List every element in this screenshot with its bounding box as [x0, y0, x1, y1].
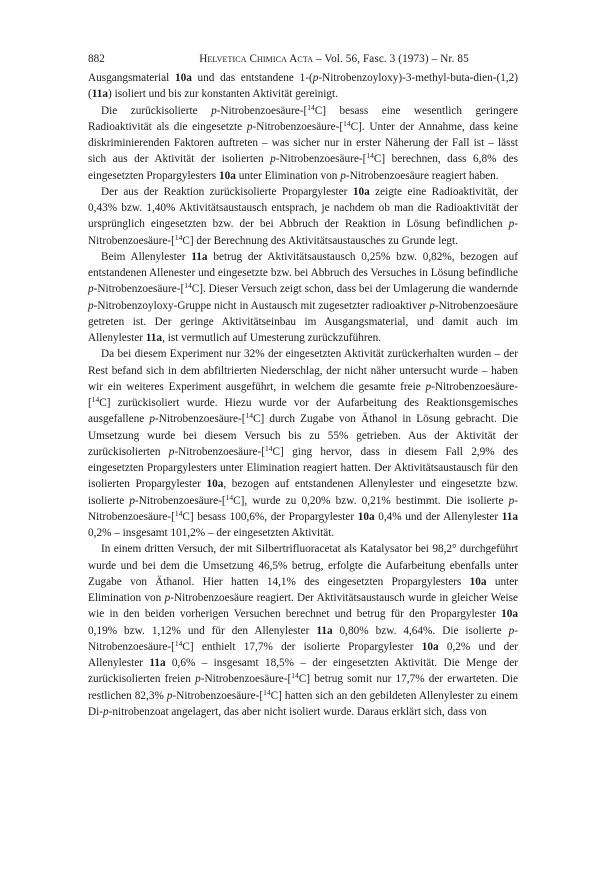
compound-number: 10a	[174, 72, 192, 84]
italic-prefix: p	[508, 624, 515, 637]
text-run: -Nitrobenzoesäure-[	[154, 413, 246, 426]
paragraph	[88, 249, 518, 347]
text-run: C] hatten sich an den gebildeten Allenylester zu einem Di-	[88, 689, 519, 718]
isotope-superscript: 14	[174, 508, 183, 518]
italic-prefix: p	[164, 592, 171, 604]
text-run: und das entstandene 1-(	[191, 72, 313, 84]
italic-prefix: p	[246, 120, 253, 133]
text-run: 0,2% – insgesamt 101,2% – der eingesetzten Aktivität.	[88, 527, 335, 539]
italic-prefix: p	[508, 494, 515, 507]
text-run: C] ging hervor, dass in diesem Fall 2,9% des eingesetzten Propargylesters unter Elimination reagiert hatten. Der Aktivitätsaustausch für den isolierten Propargylester	[88, 445, 518, 491]
text-run: C] zurückisoliert wurde. Hiezu wurde vor der Aufarbeitung des Reaktionsgemisches ausgefallene	[88, 397, 518, 426]
italic-prefix: p	[195, 673, 201, 686]
paragraph	[88, 103, 518, 184]
text-run: 0,4% und der Allenylester	[374, 510, 502, 523]
text-run: ) isoliert und bis zur konstanten Aktivität gereinigt.	[108, 88, 338, 101]
text-run: C] berechnen, dass 6,8% des eingesetzten Propargylesters	[88, 153, 518, 182]
text-run: Die zurückisolierte	[101, 104, 212, 117]
isotope-superscript: 14	[174, 232, 183, 242]
italic-prefix: p	[88, 299, 94, 312]
text-run: C] besass 100,6%, der Propargylester	[182, 510, 358, 523]
italic-prefix: p	[429, 299, 435, 312]
text-run: -Nitrobenzoesäure-[	[275, 153, 367, 166]
text-run: C] enthielt 17,7% der isolierte Propargylester	[182, 640, 422, 653]
text-run: -Nitrobenzoesäure reagiert haben.	[345, 169, 499, 182]
text-run: 0,2% und der Allenylester	[88, 640, 518, 669]
text-run: -Nitrobenzoesäure-[	[252, 120, 344, 133]
compound-number: 11a	[316, 624, 333, 637]
isotope-superscript: 14	[184, 281, 192, 291]
italic-prefix: p	[312, 72, 319, 84]
italic-prefix: p	[103, 705, 109, 718]
text-run: -Nitrobenzoyloxy)-3-methyl-buta-dien-(1,2) (	[88, 72, 518, 101]
text-run: -Nitrobenzoesäure-[	[200, 673, 292, 686]
italic-prefix: p	[508, 218, 515, 231]
isotope-superscript: 14	[174, 638, 183, 648]
compound-number: 11a	[145, 332, 163, 344]
compound-number: 10a	[501, 608, 518, 621]
isotope-superscript: 14	[291, 671, 299, 681]
text-run: Ausgangsmaterial	[88, 72, 175, 84]
paragraph	[88, 541, 518, 720]
text-run: In einem dritten Versuch, der mit Silbertrifluoracetat als Katalysator bei 98,2° durchgeführt wurde und bei dem die Umsetzung 46,5% betrug, erfolgte die Aufarbeitung ebenfalls unter Zugabe von Äthanol. Hier hatten 14,1% des eingesetzten Propargylesters	[88, 543, 518, 588]
compound-number: 10a	[421, 640, 439, 653]
text-run: C]. Dieser Versuch zeigt schon, dass bei der Umlagerung die wandernde	[191, 283, 518, 296]
isotope-superscript: 14	[91, 395, 100, 404]
running-header	[88, 52, 518, 66]
paragraph	[88, 184, 518, 249]
italic-prefix: p	[129, 494, 136, 507]
italic-prefix: p	[340, 169, 346, 182]
compound-number: 10a	[219, 169, 236, 182]
text-run: -Nitrobenzoesäure-[	[172, 689, 264, 702]
isotope-superscript: 14	[343, 118, 351, 128]
compound-number: 10a	[206, 478, 224, 491]
compound-number: 11a	[191, 250, 208, 263]
text-run: unter Elimination von	[235, 169, 341, 182]
text-run: C] der Berechnung des Aktivitätsaustausches zu Grunde legt.	[182, 234, 458, 247]
text-run: unter Elimination von	[88, 575, 518, 604]
text-run: -Nitrobenzoesäure-[	[135, 494, 226, 507]
compound-number: 10a	[352, 185, 370, 198]
page-number: 882	[88, 53, 105, 65]
text-run: -Nitrobenzoesäure-[	[88, 218, 518, 247]
isotope-superscript: 14	[225, 492, 234, 502]
italic-prefix: p	[88, 283, 94, 296]
text-run: C] durch Zugabe von Äthanol in Lösung gebracht. Die Umsetzung wurde bei diesem Versuch bis zu 55% getrieben. Aus der Aktivität der zurückisolierten	[88, 413, 518, 458]
paragraph	[88, 70, 518, 103]
italic-prefix: p	[149, 413, 155, 426]
text-run: C], wurde zu 0,20% bzw. 0,21% bestimmt. Die isolierte	[233, 494, 509, 507]
text-run: 0,80% bzw. 4,64%. Die isolierte	[332, 624, 509, 637]
italic-prefix: p	[168, 445, 175, 458]
italic-prefix: p	[211, 104, 217, 117]
text-run: -Nitrobenzoesäure-[	[216, 104, 308, 117]
italic-prefix: p	[270, 153, 276, 166]
text-run: C] besass eine wesentlich geringere Radioaktivität als die eingesetzte	[88, 104, 518, 133]
text-run: , bezogen auf entstandenen Allenylester und eingesetzte bzw. isolierte	[88, 478, 519, 507]
text-run: -Nitrobenzoesäure-[	[174, 445, 265, 458]
text-run: Da bei diesem Experiment nur 32% der eingesetzten Aktivität zurückerhalten wurden – der Rest befand sich in dem abfiltrierten Niederschlag, der nicht näher untersucht wurde – haben wir ein weiteres Experiment ausgeführt, in welchem die gesamte freie	[88, 348, 518, 393]
isotope-superscript: 14	[265, 443, 273, 453]
italic-prefix: p	[425, 380, 432, 393]
compound-number: 10a	[469, 575, 487, 588]
isotope-superscript: 14	[366, 151, 374, 161]
text-run: C]. Unter der Annahme, dass keine diskriminierenden Faktoren auftreten – was sicher nur in erster Näherung der Fall ist – lässt sich aus der Aktivität der isolierten	[88, 120, 518, 166]
text-run: 0,6% – insgesamt 18,5% – der eingesetzten Aktivität. Die Menge der zurückisolierten freien	[88, 657, 519, 686]
running-title	[150, 52, 518, 66]
isotope-superscript: 14	[307, 102, 315, 112]
text-run: Beim Allenylester	[101, 250, 192, 263]
text-run: -nitrobenzoat angelagert, das aber nicht isoliert wurde. Daraus erklärt sich, dass von	[108, 705, 487, 718]
text-run: , ist vermutlich auf Umesterung zurückzuführen.	[162, 332, 382, 344]
compound-number: 11a	[149, 657, 166, 669]
text-run: -Nitrobenzoesäure-[	[88, 494, 518, 523]
journal-volume: – Vol. 56, Fasc. 3 (1973) – Nr. 85	[315, 53, 469, 65]
text-run: -Nitrobenzoesäure-[	[88, 380, 518, 409]
text-run: zeigte eine Radioaktivität, der 0,43% bzw. 1,40% Aktivitätsaustausch entsprach, je nachdem ob man die Radioaktivität der ursprünglich eingesetzten bzw. der bei Abbruch der Reaktion in Lösung befindlichen	[88, 185, 519, 231]
text-run: 0,19% bzw. 1,12% und für den Allenylester	[88, 624, 317, 637]
isotope-superscript: 14	[245, 411, 254, 421]
text-run: betrug der Aktivitätsaustausch 0,25% bzw. 0,82%, bezogen auf entstandenen Allenester und eingesetzte bzw. bei Abbruch des Versuches in Lösung befindliche	[88, 250, 518, 279]
text-run: -Nitrobenzoesäure-[	[93, 283, 185, 296]
text-run: -Nitrobenzoesäure reagiert. Der Aktivitätsaustausch wurde in gleicher Weise wie in den beiden vorherigen Versuchen berechnet und betrug für den Propargylester	[88, 592, 518, 621]
isotope-superscript: 14	[263, 687, 271, 697]
italic-prefix: p	[166, 689, 173, 702]
compound-number: 10a	[357, 510, 375, 523]
body-text	[88, 70, 518, 720]
text-run: Der aus der Reaktion zurückisolierte Propargylester	[101, 185, 353, 198]
text-run: -Nitrobenzoesäure-[	[88, 624, 518, 653]
text-run: -Nitrobenzoyloxy-Gruppe nicht in Austausch mit zugesetzter radioaktiver	[93, 299, 430, 312]
text-run: -Nitrobenzoesäure getreten ist. Der geringe Aktivitätseinbau im Ausgangsmaterial, und damit auch im Allenylester	[88, 299, 518, 344]
compound-number: 11a	[91, 88, 109, 101]
compound-number: 11a	[501, 510, 518, 523]
paragraph	[88, 346, 518, 541]
journal-name: Helvetica Chimica Acta	[199, 53, 314, 65]
text-run: C] betrug somit nur 17,7% der erwarteten. Die restlichen 82,3%	[88, 673, 519, 702]
